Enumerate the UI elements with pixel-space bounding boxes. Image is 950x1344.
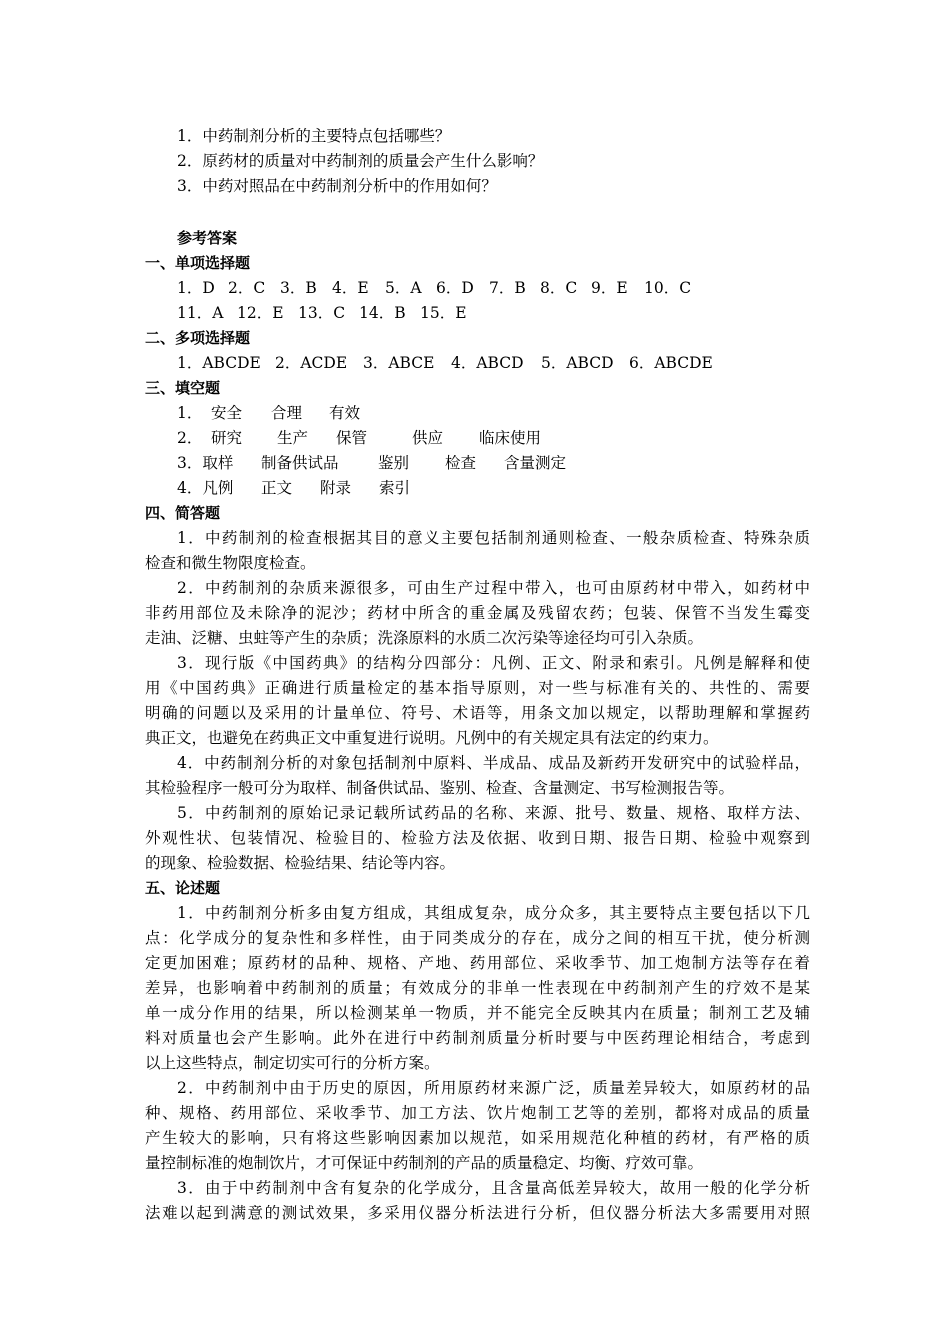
paragraph-line: 走油、泛糖、虫蛀等产生的杂质；洗涤原料的水质二次污染等途径均可引入杂质。 bbox=[145, 629, 704, 647]
fill-item: 研究 bbox=[211, 429, 243, 447]
paragraph-line: 料对质量也会产生影响。此外在进行中药制剂质量分析时要与中医药理论相结合，考虑到 bbox=[145, 1029, 810, 1047]
fill-item: 安全 bbox=[211, 404, 243, 422]
paragraph-line: 2．中药制剂中由于历史的原因，所用原药材来源广泛，质量差异较大，如原药材的品 bbox=[177, 1079, 810, 1097]
answer-item: 3．ABCE bbox=[363, 354, 435, 372]
answer-item: 13．C bbox=[298, 304, 346, 322]
paragraph-line: 外观性状、包装情况、检验目的、检验方法及依据、收到日期、报告日期、检验中观察到 bbox=[145, 829, 810, 847]
fill-item: 索引 bbox=[379, 479, 411, 497]
answer-item: 14．B bbox=[359, 304, 406, 322]
answer-item: 6．ABCDE bbox=[629, 354, 713, 372]
fill-row bbox=[177, 451, 810, 476]
answer-item: 7．B bbox=[489, 279, 526, 297]
question-2: 2．原药材的质量对中药制剂的质量会产生什么影响？ bbox=[177, 152, 544, 170]
answer-item: 11．A bbox=[177, 304, 224, 322]
answer-item: 3．B bbox=[280, 279, 317, 297]
paragraph-line: 典正文，也避免在药典正文中重复进行说明。凡例中的有关规定具有法定的约束力。 bbox=[145, 729, 719, 747]
paragraph-line: 其检验程序一般可分为取样、制备供试品、鉴别、检查、含量测定、书写检测报告等。 bbox=[145, 779, 735, 797]
paragraph-line: 检查和微生物限度检查。 bbox=[145, 554, 316, 572]
paragraph-line: 量控制标准的炮制饮片，才可保证中药制剂的产品的质量稳定、均衡、疗效可靠。 bbox=[145, 1154, 704, 1172]
paragraph-line: 明确的问题以及采用的计量单位、符号、术语等，用条文加以规定，以帮助理解和掌握药 bbox=[145, 704, 810, 722]
fill-item: 2． bbox=[177, 429, 203, 447]
paragraph-line: 用《中国药典》正确进行质量检定的基本指导原则，对一些与标准有关的、共性的、需要 bbox=[145, 679, 810, 697]
fill-item: 临床使用 bbox=[479, 429, 542, 447]
paragraph-line: 法难以起到满意的测试效果，多采用仪器分析法进行分析，但仪器分析法大多需要用对照 bbox=[145, 1204, 810, 1222]
answer-row bbox=[177, 276, 810, 301]
section-2-heading: 二、多项选择题 bbox=[145, 329, 251, 347]
paragraph-line: 差异，也影响着中药制剂的质量；有效成分的非单一性表现在中药制剂产生的疗效不是某 bbox=[145, 979, 810, 997]
fill-row bbox=[177, 476, 810, 501]
paragraph-line: 3．由于中药制剂中含有复杂的化学成分，且含量高低差异较大，故用一般的化学分析 bbox=[177, 1179, 810, 1197]
answer-item: 4．ABCD bbox=[451, 354, 524, 372]
answer-item: 4．E bbox=[332, 279, 369, 297]
paragraph-line: 5．中药制剂的原始记录记载所试药品的名称、来源、批号、数量、规格、取样方法、 bbox=[177, 804, 810, 822]
section-4-heading: 四、简答题 bbox=[145, 504, 221, 522]
fill-item: 鉴别 bbox=[378, 454, 410, 472]
fill-item: 供应 bbox=[412, 429, 444, 447]
paragraph-line: 非药用部位及未除净的泥沙；药材中所含的重金属及残留农药；包装、保管不当发生霉变 bbox=[145, 604, 810, 622]
paragraph-line: 以上这些特点，制定切实可行的分析方案。 bbox=[145, 1054, 440, 1072]
fill-item: 含量测定 bbox=[504, 454, 567, 472]
fill-item: 生产 bbox=[277, 429, 309, 447]
answer-item: 9．E bbox=[591, 279, 628, 297]
answer-item: 15．E bbox=[420, 304, 467, 322]
paragraph-line: 点：化学成分的复杂性和多样性，由于同类成分的存在，成分之间的相互干扰，使分析测 bbox=[145, 929, 810, 947]
fill-item: 3．取样 bbox=[177, 454, 234, 472]
fill-item: 检查 bbox=[445, 454, 477, 472]
answer-item: 2．C bbox=[228, 279, 266, 297]
fill-item: 有效 bbox=[329, 404, 361, 422]
answer-item: 10．C bbox=[644, 279, 692, 297]
paragraph-line: 单一成分作用的结果，所以检测某单一物质，并不能完全反映其内在质量；制剂工艺及辅 bbox=[145, 1004, 810, 1022]
paragraph-line: 4．中药制剂分析的对象包括制剂中原料、半成品、成品及新药开发研究中的试验样品， bbox=[177, 754, 810, 772]
fill-item: 4．凡例 bbox=[177, 479, 234, 497]
fill-row bbox=[177, 401, 810, 426]
answer-item: 1．ABCDE bbox=[177, 354, 261, 372]
section-3-heading: 三、填空题 bbox=[145, 379, 221, 397]
answer-row bbox=[177, 301, 810, 326]
fill-item: 1． bbox=[177, 404, 203, 422]
answer-item: 6．D bbox=[436, 279, 474, 297]
answer-item: 12．E bbox=[237, 304, 284, 322]
answer-item: 5．A bbox=[385, 279, 422, 297]
question-3: 3．中药对照品在中药制剂分析中的作用如何？ bbox=[177, 177, 497, 195]
answer-item: 5．ABCD bbox=[541, 354, 614, 372]
section-1-heading: 一、单项选择题 bbox=[145, 254, 251, 272]
answer-item: 8．C bbox=[540, 279, 578, 297]
paragraph-line: 1．中药制剂的检查根据其目的意义主要包括制剂通则检查、一般杂质检查、特殊杂质 bbox=[177, 529, 810, 547]
paragraph-line: 定更加困难；原药材的品种、规格、产地、药用部位、采收季节、加工炮制方法等存在着 bbox=[145, 954, 810, 972]
fill-item: 合理 bbox=[271, 404, 303, 422]
answer-item: 2．ACDE bbox=[275, 354, 348, 372]
fill-item: 保管 bbox=[336, 429, 368, 447]
paragraph-line: 种、规格、药用部位、采收季节、加工方法、饮片炮制工艺等的差别，都将对成品的质量 bbox=[145, 1104, 810, 1122]
paragraph-line: 1．中药制剂分析多由复方组成，其组成复杂，成分众多，其主要特点主要包括以下几 bbox=[177, 904, 810, 922]
answer-item: 1．D bbox=[177, 279, 215, 297]
fill-item: 制备供试品 bbox=[261, 454, 339, 472]
paragraph-line: 2．中药制剂的杂质来源很多，可由生产过程中带入，也可由原药材中带入，如药材中 bbox=[177, 579, 810, 597]
paragraph-line: 3．现行版《中国药典》的结构分四部分：凡例、正文、附录和索引。凡例是解释和使 bbox=[177, 654, 810, 672]
paragraph-line: 产生较大的影响，只有将这些影响因素加以规范，如采用规范化种植的药材，有严格的质 bbox=[145, 1129, 810, 1147]
section-5-heading: 五、论述题 bbox=[145, 879, 221, 897]
question-1: 1．中药制剂分析的主要特点包括哪些？ bbox=[177, 127, 451, 145]
fill-item: 正文 bbox=[261, 479, 293, 497]
paragraph-line: 的现象、检验数据、检验结果、结论等内容。 bbox=[145, 854, 456, 872]
fill-row bbox=[177, 426, 810, 451]
answers-title: 参考答案 bbox=[177, 229, 238, 247]
fill-item: 附录 bbox=[320, 479, 352, 497]
answer-row bbox=[177, 351, 810, 376]
